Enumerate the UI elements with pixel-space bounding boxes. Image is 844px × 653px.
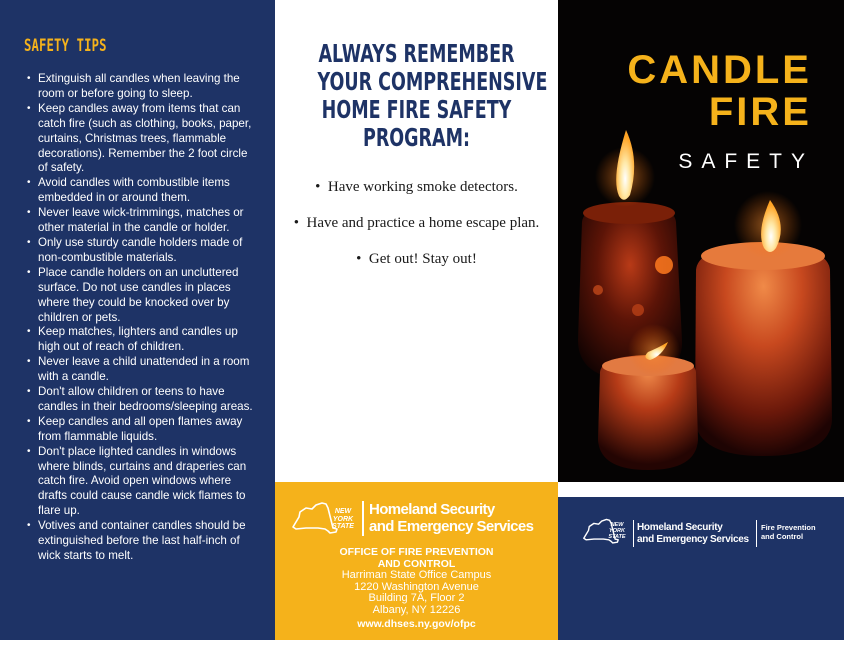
address-line: Albany, NY 12226 [372, 603, 461, 616]
cover-title-candle: CANDLE [627, 48, 812, 92]
list-item: • Extinguish all candles when leaving the room or before going to sleep. [26, 72, 256, 102]
agency-name [369, 501, 559, 535]
safety-tips-panel [0, 0, 275, 640]
agency-line: Homeland Security [637, 522, 723, 533]
list-item: • Avoid candles with combustible items embedded in or around them. [26, 176, 256, 206]
list-item: • Don't place lighted candles in windows where blinds, curtains and draperies can catch fire. Avoid open windows where drafts could cause candle wick flames to flare up. [26, 445, 256, 520]
program-heading-line: PROGRAM: [363, 123, 470, 152]
division-name [761, 523, 841, 541]
nys-logo-text [330, 508, 356, 531]
agency-line: Homeland Security [369, 501, 495, 518]
program-item-text: Have working smoke detectors. [327, 179, 518, 195]
safety-tips-heading: SAFETY TIPS [24, 36, 107, 56]
agency-line: and Emergency Services [369, 518, 534, 535]
office-address [275, 570, 558, 616]
list-item: • Have and practice a home escape plan. [293, 215, 540, 231]
cover-panel [558, 0, 844, 482]
division-line: Fire Prevention [761, 523, 816, 532]
cover-subtitle: SAFETY [678, 150, 814, 173]
nys-line: YORK [332, 515, 354, 523]
program-heading-line: ALWAYS REMEMBER [318, 39, 515, 68]
bokeh-light [593, 285, 603, 295]
nys-line: STATE [332, 523, 354, 530]
address-line: Building 7A, Floor 2 [368, 592, 465, 605]
list-item: • Never leave a child unattended in a room with a candle. [26, 355, 256, 385]
office-name [275, 546, 558, 570]
flame-back [616, 130, 634, 200]
program-item-text: Have and practice a home escape plan. [306, 215, 540, 231]
nys-line: NEW [334, 508, 352, 515]
logo-divider [362, 501, 364, 536]
list-item: • Keep candles and all open flames away from flammable liquids. [26, 415, 256, 445]
nys-logo-text [605, 522, 629, 540]
website-link[interactable]: www.dhses.ny.gov/ofpc [357, 618, 476, 630]
program-item-text: Get out! Stay out! [368, 251, 477, 267]
program-list [275, 177, 558, 285]
bokeh-light [632, 304, 644, 316]
list-item: • Never leave wick-trimmings, matches or other material in the candle or holder. [26, 206, 256, 236]
office-line: AND CONTROL [377, 558, 456, 570]
list-item: • Get out! Stay out! [356, 251, 477, 267]
division-line: and Control [761, 532, 804, 541]
list-item: • Keep candles away from items that can catch fire (such as clothing, books, paper, curtains, Christmas trees, flammable decorations). Remember the 2 foot circle of safety. [26, 102, 256, 177]
nys-line: STATE [608, 534, 626, 540]
list-item: • Don't allow children or teens to have candles in their bedrooms/sleeping areas. [26, 385, 256, 415]
program-heading-line: HOME FIRE SAFETY [321, 95, 512, 124]
address-line: 1220 Washington Avenue [354, 580, 479, 593]
list-item: • Votives and container candles should be extinguished before the last half-inch of wick starts to melt. [26, 519, 256, 564]
fire-safety-program-panel [275, 0, 558, 482]
contact-footer [275, 482, 558, 640]
logo-divider [633, 520, 634, 547]
agency-line: and Emergency Services [637, 534, 749, 545]
list-item: • Place candle holders on an uncluttered surface. Do not use candles in places where they could be knocked over by children or pets. [26, 266, 256, 326]
program-heading [317, 39, 548, 152]
address-line: Harriman State Office Campus [341, 569, 492, 581]
logo-divider [756, 520, 757, 547]
program-heading-line: YOUR COMPREHENSIVE [317, 67, 548, 96]
nys-line: NEW [610, 522, 624, 528]
cover-title-fire: FIRE [708, 90, 812, 134]
right-candle [695, 244, 832, 456]
list-item: • Have working smoke detectors. [315, 179, 518, 195]
list-item: • Keep matches, lighters and candles up high out of reach of children. [26, 325, 256, 355]
nys-line: YORK [609, 528, 625, 534]
bokeh-light [655, 256, 673, 274]
safety-tips-list [26, 72, 256, 564]
back-logo-bar [558, 497, 844, 640]
agency-name [637, 522, 767, 546]
office-line: OFFICE OF FIRE PREVENTION [339, 546, 494, 558]
list-item: • Only use sturdy candle holders made of non-combustible materials. [26, 236, 256, 266]
